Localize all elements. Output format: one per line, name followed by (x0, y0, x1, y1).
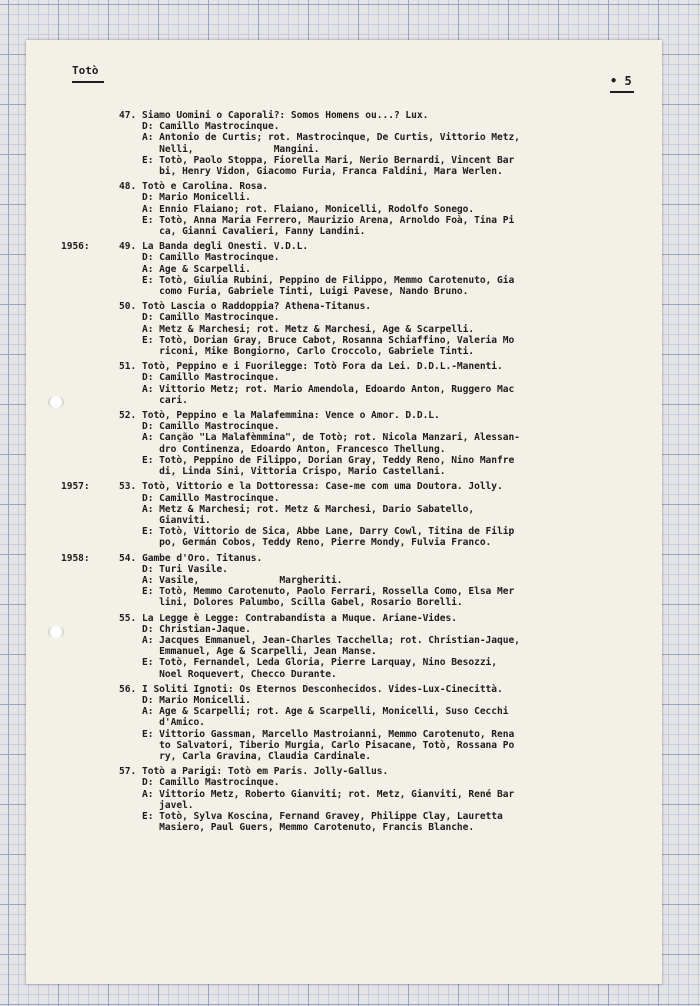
credit-line: D: Camillo Mastrocinque. (142, 121, 280, 133)
year-label: 1956: (61, 241, 90, 253)
film-entry (26, 684, 662, 762)
film-number: 53. (119, 481, 137, 493)
film-number: 54. (119, 552, 137, 564)
credit-line: E: Totò, Memmo Carotenuto, Paolo Ferrari, Rossella Como, Elsa Mer (142, 586, 515, 598)
filmography-list (26, 110, 662, 837)
film-number: 48. (119, 181, 137, 193)
credit-line: A: Age & Scarpelli. (142, 263, 251, 275)
film-title-line: Totò, Vittorio e la Dottoressa: Case-me com uma Doutora. Jolly. (142, 481, 503, 493)
film-title-line: Totò Lascia o Raddoppia? Athena-Titanus. (142, 301, 372, 313)
credit-line: Gianviti. (142, 514, 211, 526)
credit-line: D: Camillo Mastrocinque. (142, 492, 280, 504)
typewritten-page (26, 40, 662, 984)
credit-line: A: Vittorio Metz, Roberto Gianviti; rot. Metz, Gianviti, René Bar (142, 788, 515, 800)
credit-line: cari. (142, 394, 188, 406)
film-title-line: I Soliti Ignoti: Os Eternos Desconhecidos. Vides-Lux-Cinecittà. (142, 683, 503, 695)
header-underline (72, 81, 104, 83)
page-header-left (72, 64, 104, 83)
film-title-line: Totò, Peppino e la Malafemmina: Vence o Amor. D.D.L. (142, 410, 440, 422)
credit-line: A: Jacques Emmanuel, Jean-Charles Tacchella; rot. Christian-Jaque, (142, 634, 520, 646)
film-number: 50. (119, 301, 137, 313)
credit-line: E: Totò, Dorian Gray, Bruce Cabot, Rosanna Schiaffino, Valeria Mo (142, 334, 515, 346)
credit-line: di, Linda Sini, Vittoria Crispo, Mario Castellani. (142, 466, 446, 478)
credit-line: Nelli, Mangini. (142, 143, 320, 155)
credit-line: D: Camillo Mastrocinque. (142, 421, 280, 433)
film-number: 49. (119, 241, 137, 253)
credit-line: Emmanuel, Age & Scarpelli, Jean Manse. (142, 646, 377, 658)
credit-line: E: Totò, Anna Maria Ferrero, Maurizio Arena, Arnoldo Foà, Tina Pi (142, 214, 515, 226)
credit-line: bi, Henry Vidon, Giacomo Furia, Franca Faldini, Mara Werlen. (142, 166, 503, 178)
film-title-line: Totò e Carolina. Rosa. (142, 181, 268, 193)
credit-line: A: Metz & Marchesi; rot. Metz & Marchesi, Dario Sabatello, (142, 503, 475, 515)
credit-line: A: Antonio de Curtis; rot. Mastrocinque, De Curtis, Vittorio Metz, (142, 132, 520, 144)
credit-line: riconi, Mike Bongiorno, Carlo Croccolo, Gabriele Tinti. (142, 346, 475, 358)
credit-line: D: Camillo Mastrocinque. (142, 372, 280, 384)
film-title-line: Totò, Peppino e i Fuorilegge: Totò Fora da Lei. D.D.L.-Manenti. (142, 361, 503, 373)
film-number: 56. (119, 683, 137, 695)
credit-line: D: Mario Monicelli. (142, 192, 251, 204)
film-entry (26, 241, 662, 297)
film-entry (26, 301, 662, 357)
credit-line: D: Camillo Mastrocinque. (142, 777, 280, 789)
film-entry (26, 110, 662, 177)
credit-line: dro Continenza, Edoardo Anton, Francesco Thellung. (142, 443, 446, 455)
page-number (610, 74, 634, 93)
credit-line: D: Turi Vasile. (142, 563, 228, 575)
credit-line: E: Totò, Peppino de Filippo, Dorian Gray, Teddy Reno, Nino Manfre (142, 454, 515, 466)
film-title-line: Totò a Parigi: Totò em Paris. Jolly-Gallus. (142, 766, 389, 778)
credit-line: javel. (142, 799, 194, 811)
credit-line: D: Camillo Mastrocinque. (142, 252, 280, 264)
credit-line: A: Metz & Marchesi; rot. Metz & Marchesi, Age & Scarpelli. (142, 323, 475, 335)
credit-line: E: Totò, Vittorio de Sica, Abbe Lane, Darry Cowl, Titina de Filip (142, 526, 515, 538)
credit-line: to Salvatori, Tiberio Murgia, Carlo Pisacane, Totò, Rossana Po (142, 739, 515, 751)
credit-line: A: Age & Scarpelli; rot. Age & Scarpelli, Monicelli, Suso Cecchi (142, 706, 509, 718)
credit-line: Masiero, Paul Guers, Memmo Carotenuto, Francis Blanche. (142, 822, 475, 834)
credit-line: D: Camillo Mastrocinque. (142, 312, 280, 324)
film-entry (26, 481, 662, 548)
film-title-line: La Legge è Legge: Contrabandista a Muque. Ariane-Vides. (142, 612, 457, 624)
credit-line: po, Germán Cobos, Teddy Reno, Pierre Mondy, Fulvia Franco. (142, 537, 492, 549)
credit-line: d'Amico. (142, 717, 205, 729)
credit-line: D: Christian-Jaque. (142, 623, 251, 635)
credit-line: D: Mario Monicelli. (142, 694, 251, 706)
film-entry (26, 410, 662, 477)
film-number: 52. (119, 410, 137, 422)
credit-line: como Furia, Gabriele Tinti, Luigi Pavese, Nando Bruno. (142, 286, 469, 298)
film-entry (26, 613, 662, 680)
film-entry (26, 361, 662, 406)
film-entry (26, 181, 662, 237)
credit-line: A: Vittorio Metz; rot. Mario Amendola, Edoardo Anton, Ruggero Mac (142, 383, 515, 395)
credit-line: A: Vasile, Margheriti. (142, 574, 343, 586)
page-number-underline (610, 91, 634, 93)
credit-line: ry, Carla Gravina, Claudia Cardinale. (142, 750, 372, 762)
film-entry (26, 766, 662, 833)
film-number: 51. (119, 361, 137, 373)
credit-line: Noel Roquevert, Checco Durante. (142, 668, 337, 680)
year-label: 1958: (61, 552, 90, 564)
film-number: 55. (119, 612, 137, 624)
film-entry (26, 553, 662, 609)
credit-line: E: Totò, Giulia Rubini, Peppino de Filippo, Memmo Carotenuto, Gia (142, 274, 515, 286)
film-number: 57. (119, 766, 137, 778)
film-title-line: Siamo Uomini o Caporali?: Somos Homens ou...? Lux. (142, 110, 429, 121)
film-title-line: Gambe d'Oro. Titanus. (142, 552, 263, 564)
credit-line: E: Totò, Fernandel, Leda Gloria, Pierre Larquay, Nino Besozzi, (142, 657, 498, 669)
film-title-line: La Banda degli Onesti. V.D.L. (142, 241, 309, 253)
header-title: Totò (72, 64, 99, 77)
credit-line: A: Canção "La Malafèmmina", de Totò; rot. Nicola Manzari, Alessan- (142, 432, 520, 444)
film-number: 47. (119, 110, 137, 121)
credit-line: lini, Dolores Palumbo, Scilla Gabel, Rosario Borelli. (142, 597, 463, 609)
credit-line: E: Totò, Paolo Stoppa, Fiorella Mari, Nerio Bernardi, Vincent Bar (142, 154, 515, 166)
credit-line: E: Vittorio Gassman, Marcello Mastroianni, Memmo Carotenuto, Rena (142, 728, 515, 740)
credit-line: ca, Gianni Cavalieri, Fanny Landini. (142, 226, 366, 238)
credit-line: E: Totò, Sylva Koscina, Fernand Gravey, Philippe Clay, Lauretta (142, 810, 503, 822)
credit-line: A: Ennio Flaiano; rot. Flaiano, Monicelli, Rodolfo Sonego. (142, 203, 475, 215)
page-number-text: • 5 (610, 74, 632, 88)
year-label: 1957: (61, 481, 90, 493)
